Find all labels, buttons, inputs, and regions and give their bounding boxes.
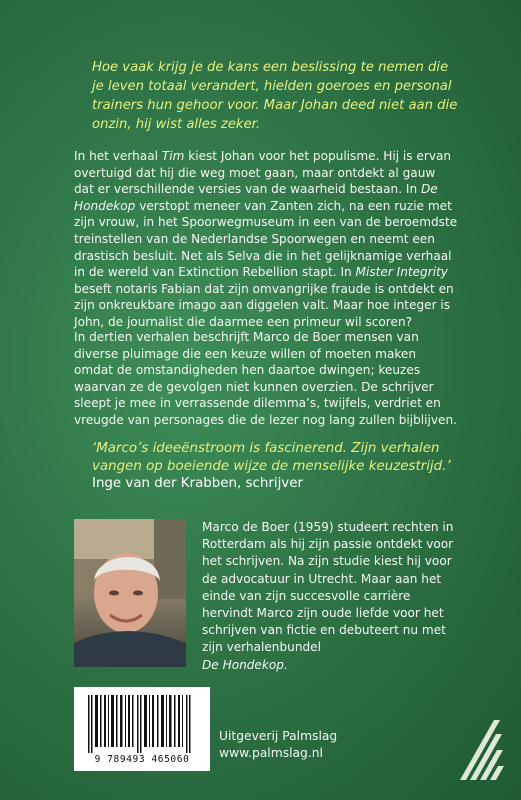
publisher-info	[219, 728, 337, 762]
synopsis-paragraph	[74, 148, 458, 331]
isbn-barcode	[74, 687, 210, 771]
story-title-tim: Tim	[161, 149, 185, 163]
summary-paragraph: In dertien verhalen beschrijft Marco de Boer mensen van diverse pluimage die een keuze willen of moeten maken omdat de omstandigheden hen daartoe dwingen; keuzes waarvan ze de gevolgen niet kunnen overzien. De schrijver sleept je mee in verrassende dilemma’s, twijfels, verdriet en vreugde van personages die de lezer nog lang zullen bijblijven.	[74, 330, 457, 427]
synopsis-text: kiest Johan voor het populisme. Hij is ervan overtuigd dat hij die weg moet gaan, maar ontdekt al gauw dat er verschillende versies van de waarheid bestaan. In	[74, 149, 452, 197]
review-author: Inge van der Krabben, schrijver	[92, 476, 303, 491]
palm-logo-icon	[456, 718, 504, 782]
story-title-mister-integrity: Mister Integrity	[355, 265, 448, 280]
review-quote: ‘Marco’s ideeënstroom is fascinerend. Zijn verhalen vangen op boeiende wijze de menselijke keuzestrijd.’	[92, 441, 451, 474]
bio-book-title: De Hondekop.	[202, 657, 288, 672]
author-bio	[202, 519, 464, 674]
author-portrait-image	[74, 519, 186, 667]
opening-quote: Hoe vaak krijg je de kans een beslissing te nemen die je leven totaal verandert, hielden goeroes en personal trainers hun gehoor voor. Maar Johan deed niet aan die onzin, hij wist alles zeker.	[92, 60, 458, 132]
isbn-number: 9 789493 465060	[94, 754, 190, 765]
publisher-url: www.palmslag.nl	[219, 746, 323, 760]
synopsis-text: verstopt meneer van Zanten zich, na een ruzie met zijn vrouw, in het Spoorwegmuseum in een van de beroemdste treinstellen van de Nederlandse Spoorwegen en neemt een drastisch besluit. Net als Selva die in het gelijknamige verhaal in de wereld van Extinction Rebellion stapt. In	[74, 198, 458, 280]
synopsis-text: In het verhaal	[74, 149, 162, 163]
barcode-lines	[74, 687, 210, 755]
story-title-hondekop: De Hondekop	[74, 182, 438, 213]
review-block	[92, 440, 464, 493]
author-photo	[74, 519, 186, 667]
bio-text: Marco de Boer (1959) studeert rechten in Rotterdam als hij zijn passie ontdekt voor het schrijven. Na zijn studie kiest hij voor de advocatuur in Utrecht. Maar aan het einde van zijn succesvolle carrière hervindt Marco zijn oude liefde voor het schrijven van fictie en debuteert nu met zijn verhalenbundel	[202, 520, 454, 655]
synopsis-text: beseft notaris Fabian dat zijn omvangrijke fraude is ontdekt en zijn onkreukbare imago aan diggelen valt. Maar hoe integer is John, de journalist die daarmee een primeur wil scoren?	[74, 281, 454, 329]
publisher-name: Uitgeverij Palmslag	[219, 729, 338, 743]
